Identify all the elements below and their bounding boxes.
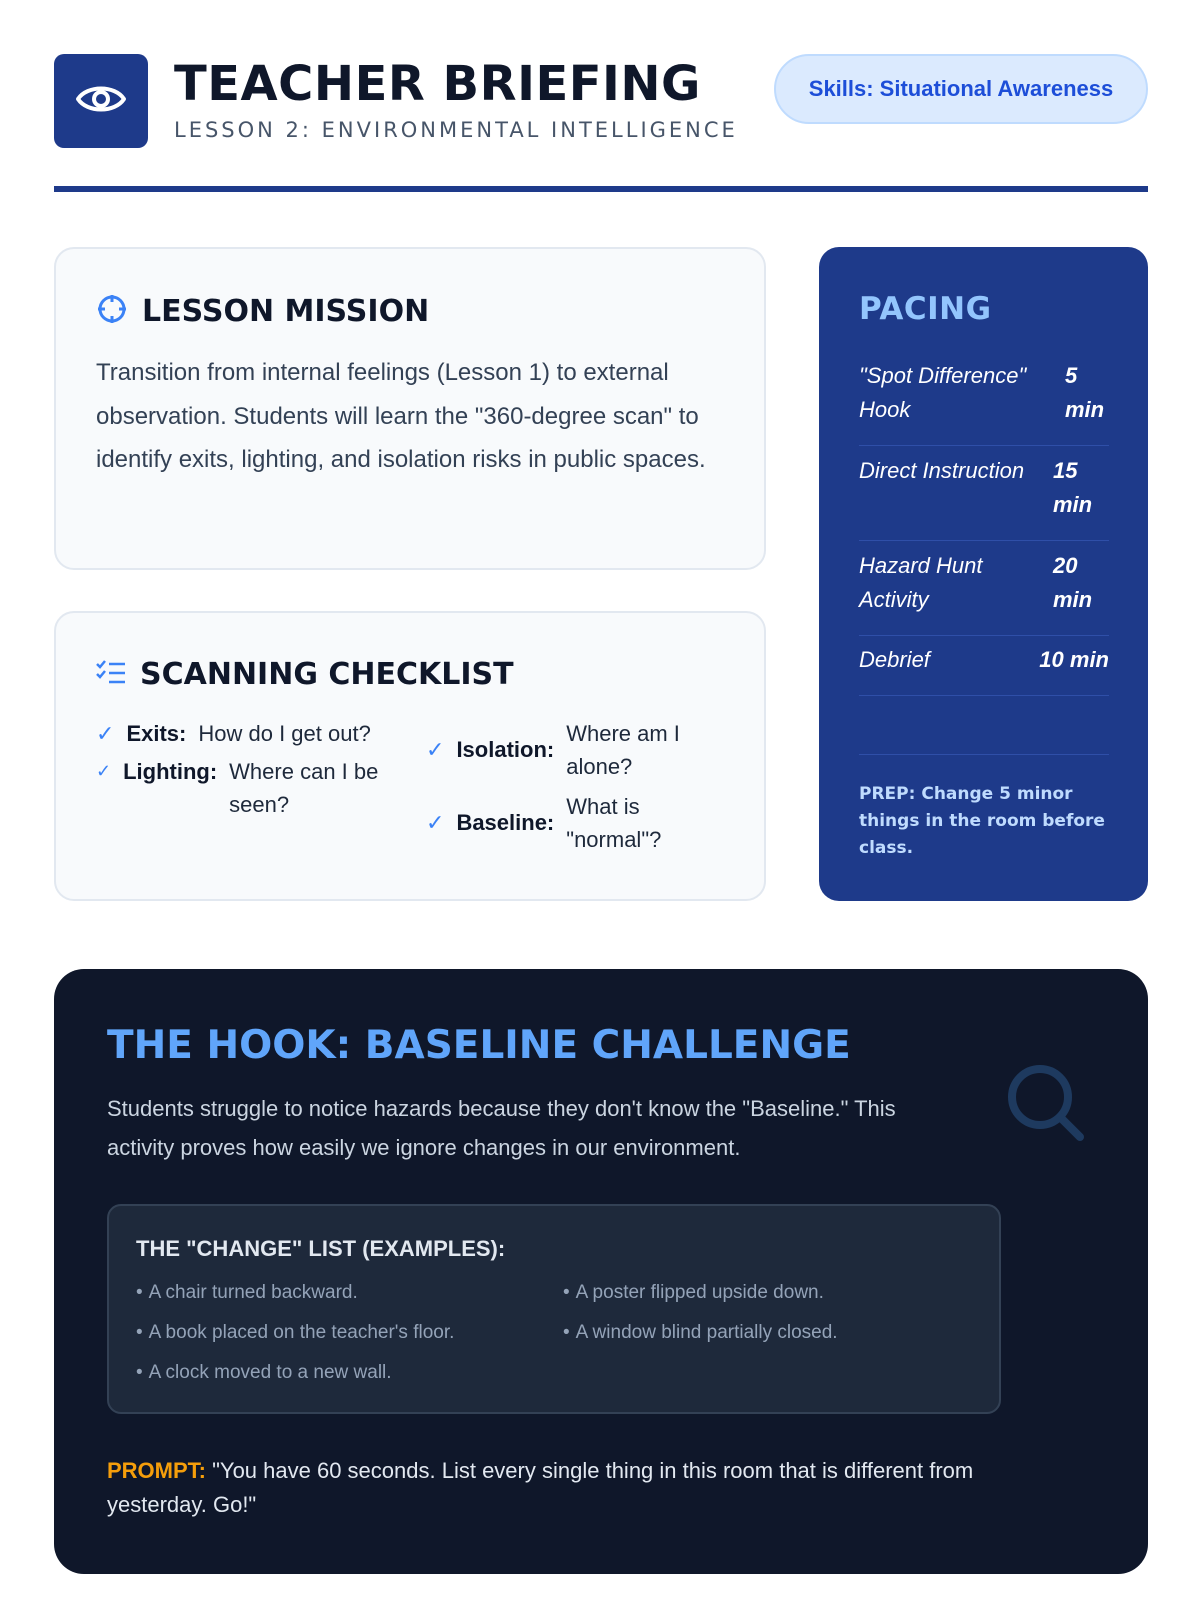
pacing-activity: "Spot Difference" Hook	[859, 363, 1027, 422]
pacing-divider	[859, 754, 1109, 755]
change-list-item: • A poster flipped upside down.	[563, 1282, 824, 1304]
search-icon	[1004, 1061, 1088, 1150]
pacing-activity: Hazard Hunt Activity	[859, 553, 983, 612]
pacing-row	[859, 452, 1109, 541]
check-icon: ✓	[426, 737, 445, 762]
hook-prompt	[107, 1454, 1067, 1522]
crosshair-icon	[96, 293, 128, 330]
skills-badge: Skills: Situational Awareness	[774, 54, 1148, 124]
eye-icon	[75, 81, 127, 122]
pacing-row	[859, 357, 1109, 446]
checklist-item-baseline	[426, 790, 691, 856]
scanning-checklist-card	[54, 611, 766, 901]
prompt-label: PROMPT:	[107, 1458, 206, 1483]
pacing-row	[859, 547, 1109, 636]
change-list-item: • A window blind partially closed.	[563, 1322, 838, 1344]
checklist-label: Lighting:	[123, 759, 218, 784]
pacing-time: 10 min	[1039, 647, 1109, 672]
checklist-label: Baseline:	[456, 810, 555, 835]
change-list-item: • A clock moved to a new wall.	[136, 1362, 392, 1384]
change-list-heading: THE "CHANGE" LIST (EXAMPLES):	[136, 1236, 506, 1261]
checklist-desc: Where am I alone?	[566, 721, 680, 779]
pacing-heading: PACING	[859, 291, 992, 327]
pacing-time: 5 min	[1065, 363, 1105, 422]
hook-panel	[54, 969, 1148, 1574]
prompt-text: "You have 60 seconds. List every single thing in this room that is different from yesterday. Go!"	[107, 1458, 974, 1517]
checklist-label: Exits:	[126, 721, 187, 746]
page-title: TEACHER BRIEFING	[174, 56, 701, 112]
pacing-activity: Debrief	[859, 647, 930, 672]
page-subtitle: LESSON 2: ENVIRONMENTAL INTELLIGENCE	[174, 118, 738, 142]
change-list-item: • A book placed on the teacher's floor.	[136, 1322, 454, 1344]
checklist-desc: Where can I be seen?	[229, 759, 379, 817]
checklist-desc: What is "normal"?	[566, 794, 662, 852]
scanning-checklist-header	[96, 657, 514, 692]
pacing-row	[859, 641, 1109, 696]
pacing-activity: Direct Instruction	[859, 458, 1025, 483]
header-divider	[54, 186, 1148, 192]
checklist-item-exits	[96, 717, 398, 750]
pacing-time: 15 min	[1053, 458, 1093, 517]
lesson-mission-text: Transition from internal feelings (Lesson 1) to external observation. Students will learn the "360-degree scan" to identify exits, lighting, and isolation risks in public spaces.	[96, 359, 706, 473]
lesson-mission-heading: LESSON MISSION	[142, 294, 430, 329]
checklist-label: Isolation:	[456, 737, 555, 762]
checklist-item-isolation	[426, 717, 701, 783]
change-list-box	[107, 1204, 1001, 1414]
check-icon: ✓	[426, 810, 445, 835]
check-icon: ✓	[96, 721, 115, 746]
lesson-mission-header	[96, 293, 429, 330]
checklist-desc: How do I get out?	[198, 721, 371, 746]
pacing-panel	[819, 247, 1148, 901]
list-check-icon	[96, 659, 126, 690]
checklist-item-lighting	[96, 755, 399, 821]
change-list-item: • A chair turned backward.	[136, 1282, 358, 1304]
page-header	[54, 54, 1148, 194]
check-icon: ✓	[96, 761, 112, 781]
scanning-checklist-heading: SCANNING CHECKLIST	[140, 657, 514, 692]
hook-description: Students struggle to notice hazards because they don't know the "Baseline." This activity proves how easily we ignore changes in our environment.	[107, 1096, 896, 1160]
prep-note: PREP: Change 5 minor things in the room before class.	[859, 784, 1105, 858]
lesson-mission-card	[54, 247, 766, 570]
pacing-time: 20 min	[1053, 553, 1093, 612]
logo	[54, 54, 148, 148]
hook-heading: THE HOOK: BASELINE CHALLENGE	[107, 1023, 851, 1068]
